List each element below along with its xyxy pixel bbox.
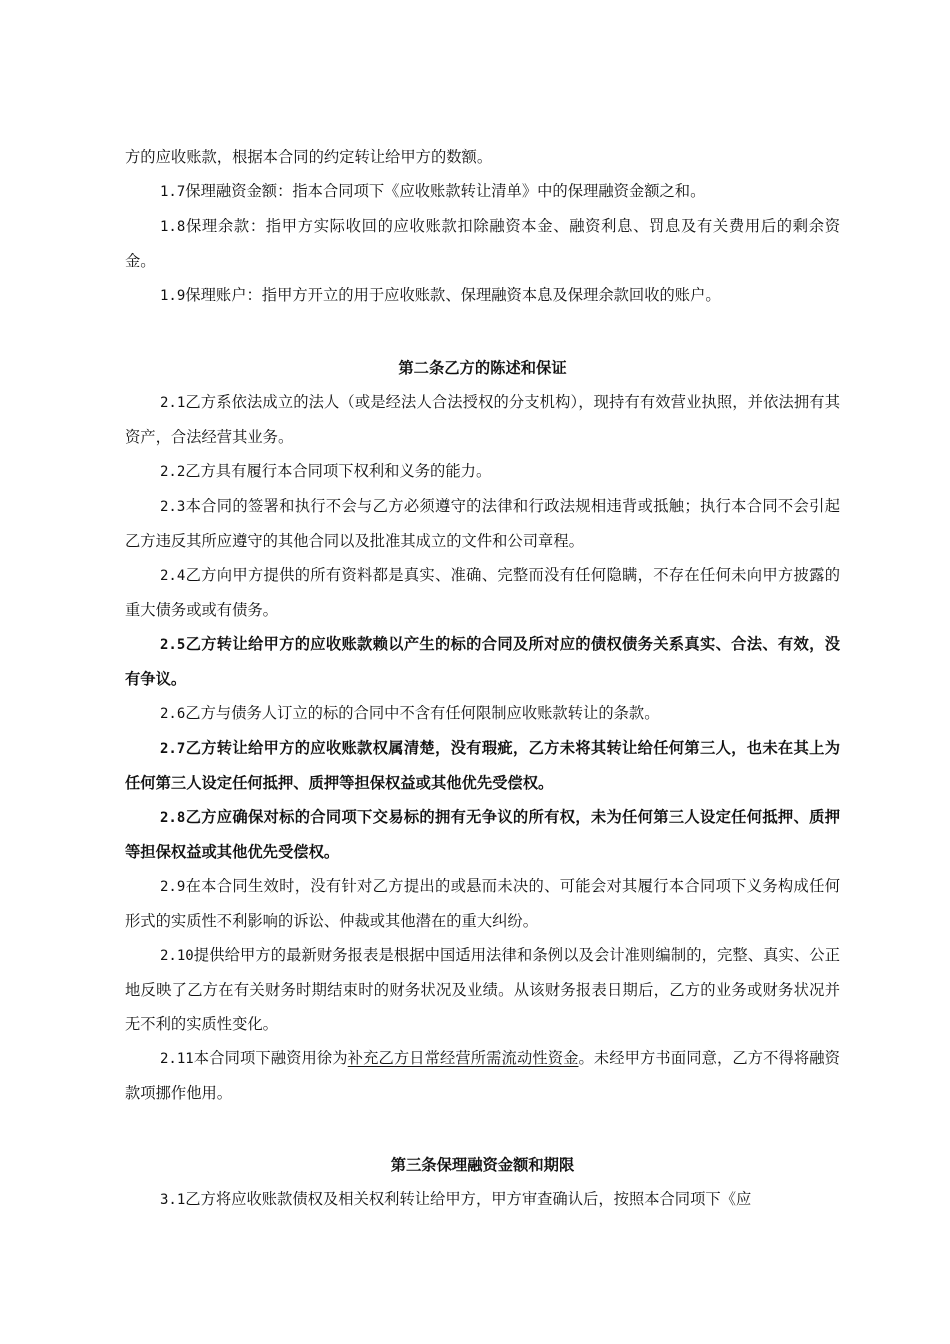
clause-text: 保理融资金额：指本合同项下《应收账款转让清单》中的保理融资金额之和。 — [185, 182, 706, 200]
clause-text: 本合同的签署和执行不会与乙方必须遵守的法律和行政法规相违背或抵触；执行本合同不会引起乙方违反其所应遵守的其他合同以及批准其成立的文件和公司章程。 — [125, 497, 840, 550]
clause-text: 乙方向甲方提供的所有资料都是真实、准确、完整而没有任何隐瞒，不存在任何未向甲方披露的重大债务或或有债务。 — [125, 566, 840, 619]
clause-1-9 — [125, 278, 840, 313]
clause-number: 2.5 — [160, 637, 186, 653]
paragraph-continuation — [125, 140, 840, 174]
section-3-heading: 第三条保理融资金额和期限 — [390, 1156, 575, 1174]
clause-text: 乙方转让给甲方的应收账款权属清楚，没有瑕疵，乙方未将其转让给任何第三人，也未在其上为任何第三人设定任何抵押、质押等担保权益或其他优先受偿权。 — [125, 739, 840, 792]
clause-1-8 — [125, 209, 840, 278]
section-gap — [125, 313, 840, 351]
clause-number: 2.9 — [160, 879, 186, 895]
clause-1-7 — [125, 174, 840, 209]
clause-number: 2.3 — [160, 499, 186, 515]
clause-number: 2.11 — [160, 1051, 194, 1067]
clause-3-1 — [125, 1182, 840, 1217]
clause-2-11 — [125, 1041, 840, 1110]
clause-2-10 — [125, 938, 840, 1041]
clause-text: 乙方与债务人订立的标的合同中不含有任何限制应收账款转让的条款。 — [185, 704, 660, 722]
clause-number: 2.8 — [160, 810, 186, 826]
underlined-purpose-text: 补充乙方日常经营所需流动性资金 — [347, 1049, 579, 1067]
clause-number: 1.8 — [160, 219, 186, 235]
clause-number: 3.1 — [160, 1192, 186, 1208]
section-gap — [125, 1110, 840, 1148]
clause-text: 乙方系依法成立的法人（或是经法人合法授权的分支机构），现持有有效营业执照，并依法拥有其资产，合法经营其业务。 — [125, 393, 840, 446]
clause-2-7 — [125, 731, 840, 800]
clause-text: 乙方应确保对标的合同项下交易标的拥有无争议的所有权，未为任何第三人设定任何抵押、质押等担保权益或其他优先受偿权。 — [125, 808, 840, 861]
clause-text: 乙方转让给甲方的应收账款赖以产生的标的合同及所对应的债权债务关系真实、合法、有效，没有争议。 — [125, 635, 840, 688]
clause-2-8 — [125, 800, 840, 869]
clause-number: 1.7 — [160, 184, 186, 200]
clause-text: 提供给甲方的最新财务报表是根据中国适用法律和条例以及会计准则编制的，完整、真实、公正地反映了乙方在有关财务时期结束时的财务状况及业绩。从该财务报表日期后，乙方的业务或财务状况并无不利的实质性变化。 — [125, 946, 840, 1033]
clause-number: 2.1 — [160, 395, 186, 411]
clause-text: 保理账户：指甲方开立的用于应收账款、保理融资本息及保理余款回收的账户。 — [185, 286, 721, 304]
clause-number: 2.6 — [160, 706, 186, 722]
section-2-heading: 第二条乙方的陈述和保证 — [398, 359, 567, 377]
clause-number: 2.4 — [160, 568, 186, 584]
clause-number: 2.7 — [160, 741, 186, 757]
clause-number: 2.2 — [160, 464, 186, 480]
document-body — [125, 140, 840, 1217]
clause-text: 乙方将应收账款债权及相关权利转让给甲方，甲方审查确认后，按照本合同项下《应 — [185, 1190, 752, 1208]
clause-2-2 — [125, 454, 840, 489]
clause-text: 保理余款：指甲方实际收回的应收账款扣除融资本金、融资利息、罚息及有关费用后的剩余资金。 — [125, 217, 840, 270]
clause-2-5 — [125, 627, 840, 696]
clause-2-3 — [125, 489, 840, 558]
clause-text: 在本合同生效时，没有针对乙方提出的或悬而未决的、可能会对其履行本合同项下义务构成任何形式的实质性不利影响的诉讼、仲裁或其他潜在的重大纠纷。 — [125, 877, 840, 930]
clause-2-9 — [125, 869, 840, 938]
clause-text: 本合同项下融资用徐为 — [193, 1049, 348, 1067]
paragraph-text: 方的应收账款，根据本合同的约定转让给甲方的数额。 — [125, 148, 493, 166]
clause-number: 2.10 — [160, 948, 194, 964]
clause-text: 乙方具有履行本合同项下权利和义务的能力。 — [185, 462, 492, 480]
clause-2-1 — [125, 385, 840, 454]
clause-text: 。未经甲方书面同意，乙方不得将融资款项挪作他用。 — [125, 1049, 840, 1102]
clause-number: 1.9 — [160, 288, 186, 304]
clause-2-4 — [125, 558, 840, 627]
clause-2-6 — [125, 696, 840, 731]
